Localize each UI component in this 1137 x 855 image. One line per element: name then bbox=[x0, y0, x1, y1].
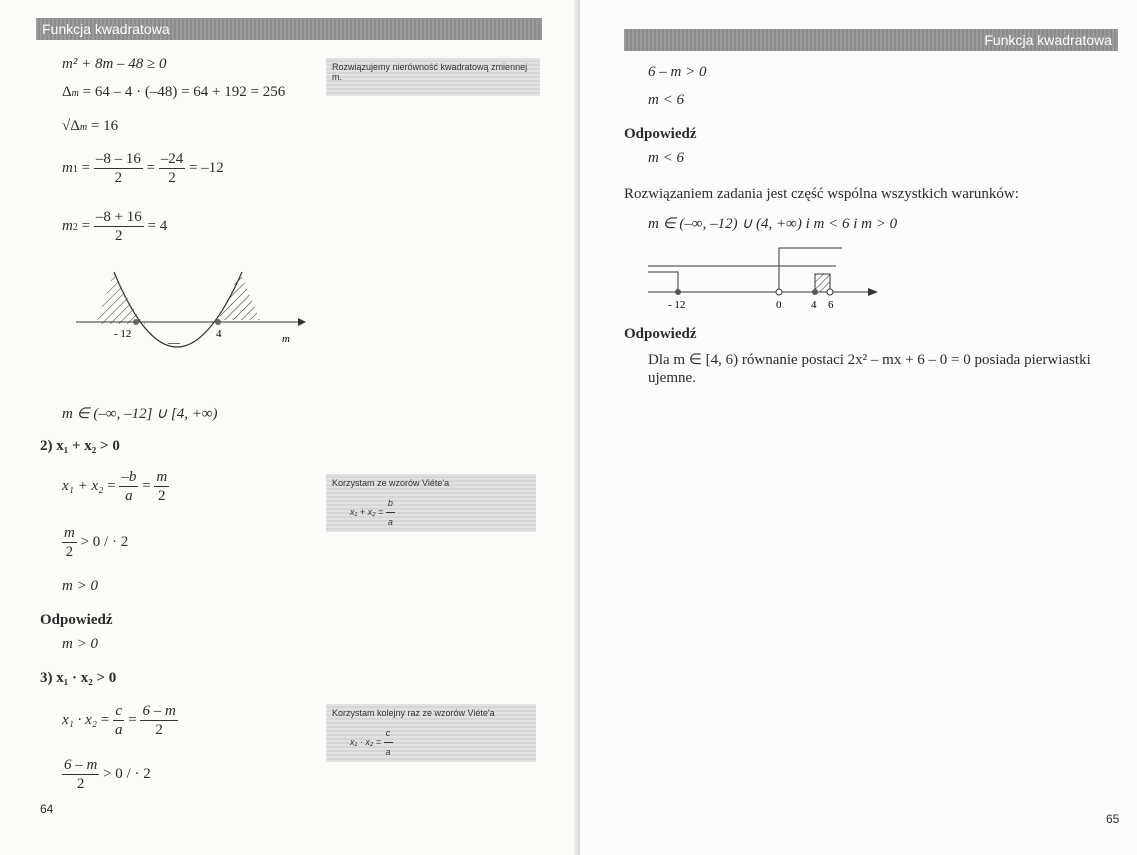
delta-computation: = 64 – 4 · (–48) = 64 + 192 = 256 bbox=[82, 84, 286, 100]
axis-label: m bbox=[282, 333, 290, 345]
solution-hatch bbox=[815, 274, 830, 292]
final-answer-label: Odpowiedź bbox=[624, 326, 697, 342]
condition-3-inequality: $\frac{6 - m}{2}$ > 0 / · 2 bbox=[64, 757, 151, 792]
point-minus-12 bbox=[675, 289, 681, 295]
vieta-sum: x₁ + x₂ = $\frac{-b}{a}$ = $\frac{m}{2}$ bbox=[62, 469, 168, 504]
m1-fraction-2: $\frac{-24}{2}$ bbox=[160, 151, 184, 186]
point-4 bbox=[812, 289, 818, 295]
summary-sentence: Rozwiązaniem zadania jest część wspólna wszystkich warunków: bbox=[624, 186, 1019, 202]
tick-minus-12: - 12 bbox=[668, 299, 686, 311]
left-banner-title: Funkcja kwadratowa bbox=[42, 21, 170, 37]
condition-2-inequality: $\frac{m}{2}$ > 0 / · 2 bbox=[64, 525, 129, 560]
note-vieta-sum: Korzystam ze wzorów Viéte'a x₁ + x₂ = $\frac{b}{a}$ bbox=[326, 474, 536, 532]
root-label-left: - 12 bbox=[114, 328, 132, 340]
parabola-graph bbox=[70, 262, 310, 362]
conditions-line: m ∈ (–∞, –12) ∪ (4, +∞) i m < 6 i m > 0 bbox=[648, 216, 898, 232]
negative-region-sign: — bbox=[168, 335, 180, 349]
vieta-product: x₁ · x₂ = $\frac{c}{a}$ = $\frac{6 - m}{2}$ bbox=[62, 703, 176, 738]
number-line-arrow bbox=[868, 288, 878, 296]
number-line-graph bbox=[648, 244, 888, 314]
quadratic-inequality: m² + 8m – 48 ≥ 0 bbox=[62, 56, 167, 72]
note-quadratic: Rozwiązujemy nierówność kwadratową zmiennej m. bbox=[326, 58, 540, 96]
hatch-left bbox=[96, 272, 146, 324]
tick-4: 4 bbox=[811, 299, 817, 311]
sum-fraction-2: $\frac{m}{2}$ bbox=[156, 469, 168, 504]
page-number-left: 64 bbox=[40, 802, 54, 816]
m1-fraction-1: $\frac{-8 - 16}{2}$ bbox=[95, 151, 141, 186]
condition-2-result: m > 0 bbox=[62, 578, 98, 594]
tick-6: 6 bbox=[828, 299, 834, 311]
interval-positive bbox=[779, 248, 842, 292]
solution-set-1: m ∈ (–∞, –12] ∪ [4, +∞) bbox=[62, 406, 218, 422]
interval-left bbox=[648, 272, 678, 292]
final-answer-line-2: ujemne. bbox=[648, 370, 696, 386]
root-point-right bbox=[215, 319, 221, 325]
point-6 bbox=[827, 289, 833, 295]
answer-3-label: Odpowiedź bbox=[624, 126, 697, 142]
ineq-6-minus-m: 6 – m > 0 bbox=[648, 64, 707, 80]
root-m2: m2 = $\frac{-8 + 16}{2}$ = 4 bbox=[62, 209, 168, 244]
point-0 bbox=[776, 289, 782, 295]
root-m1: m1 = $\frac{-8 - 16}{2}$ = $\frac{-24}{2}$ = –12 bbox=[62, 151, 224, 186]
left-page-banner bbox=[36, 18, 542, 40]
root-point-left bbox=[133, 319, 139, 325]
sqrt-delta-line: √Δm = 16 bbox=[62, 118, 119, 134]
page-number-right: 65 bbox=[1106, 812, 1120, 826]
m2-fraction: $\frac{-8 + 16}{2}$ bbox=[95, 209, 142, 244]
condition-3-title: 3) x₁ · x₂ > 0 bbox=[40, 670, 117, 686]
tick-0: 0 bbox=[776, 299, 782, 311]
condition-2-title: 2) x₁ + x₂ > 0 bbox=[40, 438, 120, 454]
right-page-banner bbox=[624, 29, 1118, 51]
axis-arrow bbox=[298, 318, 306, 326]
answer-2-label: Odpowiedź bbox=[40, 612, 113, 628]
answer-3-value: m < 6 bbox=[648, 150, 684, 166]
answer-2-value: m > 0 bbox=[62, 636, 98, 652]
note-vieta-product: Korzystam kolejny raz ze wzorów Viéte'a x₁ · x₂ = $\frac{c}{a}$ bbox=[326, 704, 536, 762]
right-banner-title: Funkcja kwadratowa bbox=[984, 32, 1112, 48]
root-label-right: 4 bbox=[216, 328, 222, 340]
delta-line: Δm = 64 – 4 · (–48) = 64 + 192 = 256 bbox=[62, 84, 286, 100]
result-m-less-6: m < 6 bbox=[648, 92, 684, 108]
final-answer-line-1: Dla m ∈ [4, 6) równanie postaci 2x² – mx + 6 – 0 = 0 posiada pierwiastki bbox=[648, 352, 1091, 368]
right-page bbox=[580, 0, 1137, 855]
sum-fraction-1: $\frac{-b}{a}$ bbox=[121, 469, 137, 504]
